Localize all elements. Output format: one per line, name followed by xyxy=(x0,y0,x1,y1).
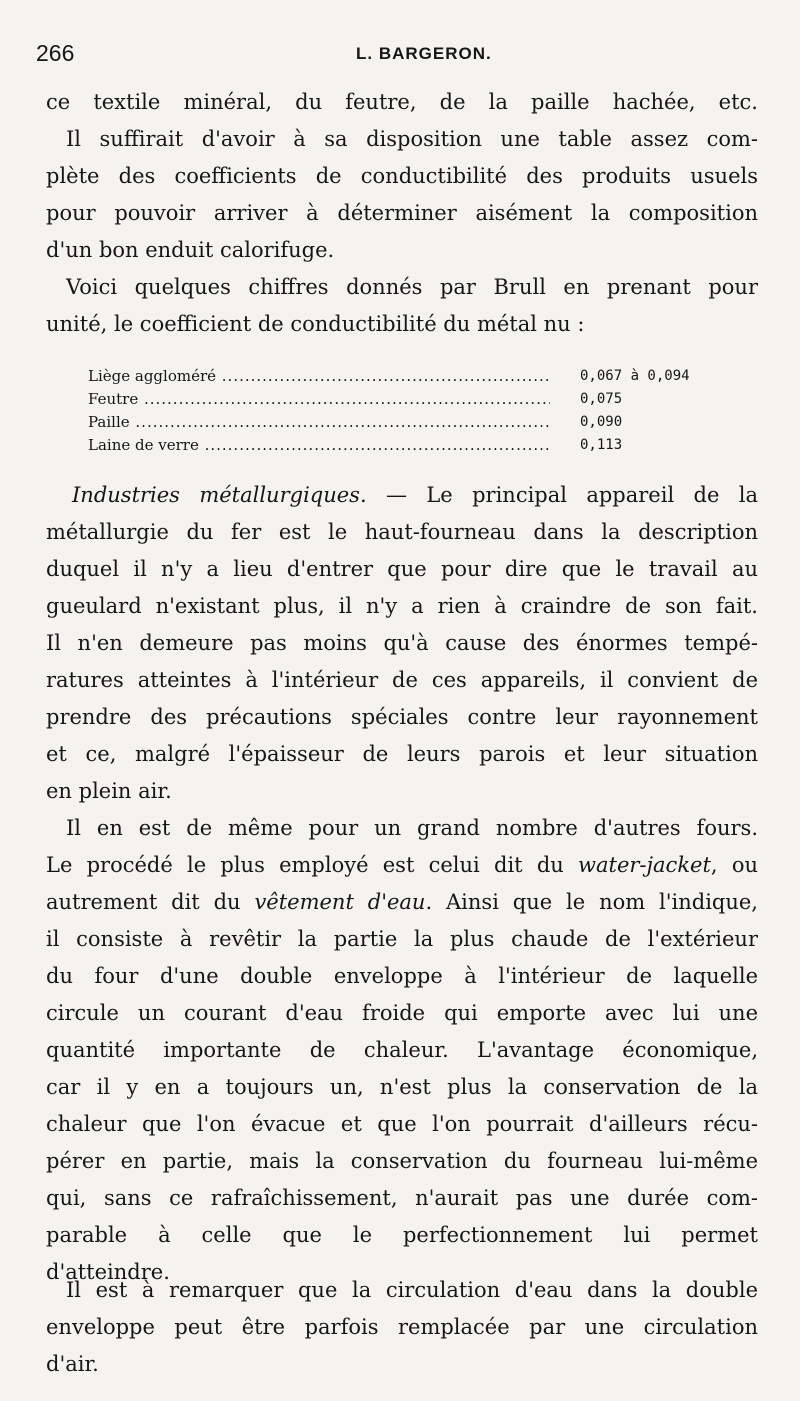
text-line: d'atteindre. xyxy=(46,1260,170,1284)
text-line: d'un bon enduit calorifuge. xyxy=(46,238,335,262)
text-fragment: , ou xyxy=(710,853,758,877)
text-line: Il est à remarquer que la circulation d'eau dans la double xyxy=(66,1278,758,1302)
text-line: métallurgie du fer est le haut-fourneau dans la description xyxy=(46,520,758,544)
text-line: Il n'en demeure pas moins qu'à cause des énormes tempé- xyxy=(46,631,758,655)
page-number: 266 xyxy=(36,40,75,66)
table-row xyxy=(88,411,728,434)
text-line: car il y en a toujours un, n'est plus la conservation de la xyxy=(46,1075,758,1099)
coefficient-value: 0,075 xyxy=(580,391,623,407)
paragraph-calorifuge xyxy=(46,84,758,269)
text-line: enveloppe peut être parfois remplacée par une circulation xyxy=(46,1315,758,1339)
emphasis-term: vêtement d'eau xyxy=(254,890,426,914)
text-line: quantité importante de chaleur. L'avantage économique, xyxy=(46,1038,758,1062)
text-line: duquel il n'y a lieu d'entrer que pour dire que le travail au xyxy=(46,557,758,581)
text-line: plète des coefficients de conductibilité des produits usuels xyxy=(46,164,758,188)
text-line: chaleur que l'on évacue et que l'on pourrait d'ailleurs récu- xyxy=(46,1112,758,1136)
text-line: ce textile minéral, du feutre, de la paille hachée, etc. xyxy=(46,90,758,114)
text-line: Il suffirait d'avoir à sa disposition une table assez com- xyxy=(66,127,758,151)
text-line: circule un courant d'eau froide qui emporte avec lui une xyxy=(46,1001,758,1025)
text-line: du four d'une double enveloppe à l'intérieur de laquelle xyxy=(46,964,758,988)
paragraph-brull xyxy=(46,269,758,343)
material-name: Laine de verre ..... xyxy=(88,434,550,457)
text-line: il consiste à revêtir la partie la plus chaude de l'extérieur xyxy=(46,927,758,951)
text-line xyxy=(46,847,758,884)
section-heading: Industries métallurgiques. xyxy=(72,483,367,507)
text-line: Il en est de même pour un grand nombre d'autres fours. xyxy=(66,816,758,840)
running-head: L. BARGERON. xyxy=(356,44,492,63)
table-row xyxy=(88,365,728,388)
material-name: Liège aggloméré ..... xyxy=(88,365,550,388)
paragraph-metallurgie xyxy=(46,477,758,810)
text-line: d'air. xyxy=(46,1352,99,1376)
text-fragment: — Le principal appareil de la xyxy=(366,483,758,507)
text-line xyxy=(46,477,758,514)
text-line: qui, sans ce rafraîchissement, n'aurait pas une durée com- xyxy=(46,1186,758,1210)
paragraph-circulation-air xyxy=(46,1272,758,1383)
text-line: gueulard n'existant plus, il n'y a rien à craindre de son fait. xyxy=(46,594,758,618)
material-name: Paille ..... xyxy=(88,411,550,434)
text-fragment: Le procédé le plus employé est celui dit du xyxy=(46,853,579,877)
conductivity-table xyxy=(88,365,728,457)
text-line: en plein air. xyxy=(46,779,172,803)
text-line: parable à celle que le perfectionnement lui permet xyxy=(46,1223,758,1247)
text-line: Voici quelques chiffres donnés par Brull en prenant pour xyxy=(66,275,758,299)
text-line xyxy=(46,884,758,921)
coefficient-value: 0,113 xyxy=(580,437,623,453)
coefficient-value: 0,067 à 0,094 xyxy=(580,368,690,384)
table-row xyxy=(88,434,728,457)
page-header xyxy=(36,40,756,76)
emphasis-term: water-jacket xyxy=(578,853,711,877)
text-fragment: autrement dit du xyxy=(46,890,255,914)
text-line: pérer en partie, mais la conservation du fourneau lui-même xyxy=(46,1149,758,1173)
text-line: prendre des précautions spéciales contre leur rayonnement xyxy=(46,705,758,729)
coefficient-value: 0,090 xyxy=(580,414,623,430)
text-fragment: . Ainsi que le nom l'indique, xyxy=(425,890,758,914)
material-name: Feutre ..... xyxy=(88,388,550,411)
table-row xyxy=(88,388,728,411)
text-line: et ce, malgré l'épaisseur de leurs parois et leur situation xyxy=(46,742,758,766)
paragraph-water-jacket xyxy=(46,810,758,1291)
text-line: pour pouvoir arriver à déterminer aisément la composition xyxy=(46,201,758,225)
text-line: unité, le coefficient de conductibilité du métal nu : xyxy=(46,312,585,336)
text-line: ratures atteintes à l'intérieur de ces appareils, il convient de xyxy=(46,668,758,692)
